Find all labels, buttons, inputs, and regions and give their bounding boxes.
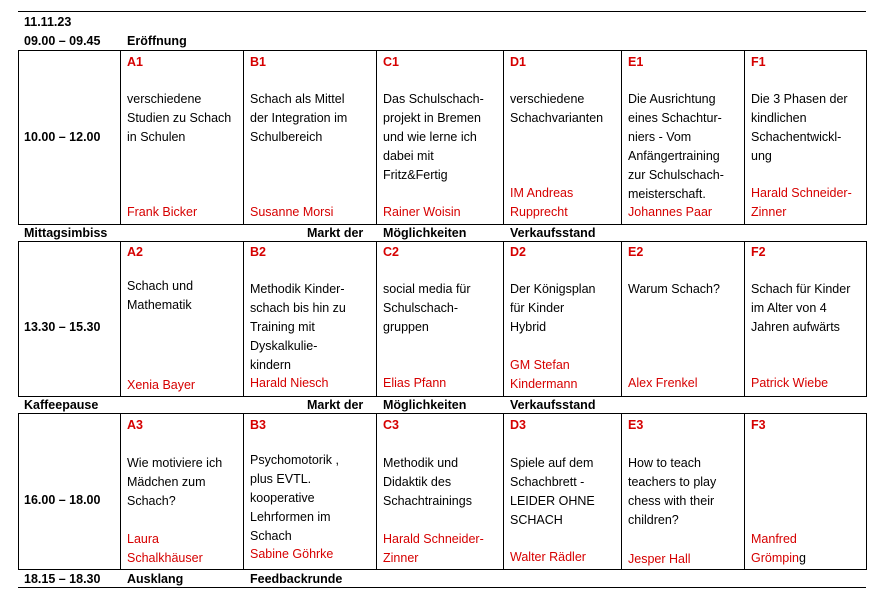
vrule <box>503 241 504 397</box>
slot-topic: How to teach teachers to play chess with their children? <box>628 456 717 527</box>
vrule <box>621 241 622 397</box>
slot-topic: social media für Schulschach- gruppen <box>383 282 471 334</box>
slot-code: C2 <box>383 245 399 259</box>
rule-session-1-bottom <box>18 224 866 225</box>
vrule <box>243 413 244 570</box>
rule-top <box>18 11 866 12</box>
vrule <box>18 50 19 225</box>
slot-speaker: Susanne Morsi <box>250 205 334 219</box>
rule-break-1-bottom <box>18 241 866 242</box>
slot-topic: Methodik Kinder- schach bis hin zu Training mit Dyskalkulie- kindern <box>250 282 346 372</box>
vrule <box>18 241 19 397</box>
session-time: 16.00 – 18.00 <box>24 493 101 507</box>
vrule <box>866 241 867 397</box>
closing-label: Ausklang <box>127 572 184 586</box>
break-label: Kaffeepause <box>24 398 99 412</box>
slot-code: F3 <box>751 418 766 432</box>
slot-speaker: Patrick Wiebe <box>751 376 829 390</box>
vrule <box>621 413 622 570</box>
opening-time: 09.00 – 09.45 <box>24 34 101 48</box>
slot-topic: Methodik und Didaktik des Schachtrainings <box>383 456 472 508</box>
vrule <box>120 241 121 397</box>
market-label: Möglichkeiten <box>383 226 467 240</box>
rule-session-3-bottom <box>18 569 866 570</box>
slot-code: A2 <box>127 245 143 259</box>
slot-speaker: GM Stefan Kindermann <box>510 358 578 391</box>
vrule <box>866 50 867 225</box>
vrule <box>503 413 504 570</box>
slot-speaker: Harald Niesch <box>250 376 329 390</box>
slot-speaker <box>751 530 806 568</box>
slot-topic: Die 3 Phasen der kindlichen Schachentwickl- ung <box>751 92 848 163</box>
market-label: Verkaufsstand <box>510 398 596 412</box>
slot-code: F2 <box>751 245 766 259</box>
slot-code: E3 <box>628 418 644 432</box>
slot-speaker-tail: g <box>798 551 806 565</box>
vrule <box>120 50 121 225</box>
rule-break-2-bottom <box>18 413 866 414</box>
slot-topic: Der Königsplan für Kinder Hybrid <box>510 282 596 334</box>
vrule <box>376 50 377 225</box>
slot-code: E2 <box>628 245 644 259</box>
slot-code: A3 <box>127 418 143 432</box>
slot-speaker: Harald Schneider- Zinner <box>751 186 852 219</box>
slot-speaker: Frank Bicker <box>127 205 198 219</box>
session-time: 13.30 – 15.30 <box>24 320 101 334</box>
feedback-label: Feedbackrunde <box>250 572 343 586</box>
slot-speaker: Alex Frenkel <box>628 376 698 390</box>
slot-topic: Schach für Kinder im Alter von 4 Jahren aufwärts <box>751 282 851 334</box>
slot-code: B1 <box>250 55 266 69</box>
slot-speaker-main: Manfred Grömpin <box>751 532 799 565</box>
vrule <box>376 413 377 570</box>
slot-speaker: Rainer Woisin <box>383 205 461 219</box>
session-time: 10.00 – 12.00 <box>24 130 101 144</box>
slot-speaker: Walter Rädler <box>510 550 586 564</box>
slot-topic: Wie motiviere ich Mädchen zum Schach? <box>127 456 223 508</box>
slot-topic: Psychomotorik , plus EVTL. kooperative Lehrformen im Schach <box>250 453 339 543</box>
vrule <box>744 241 745 397</box>
slot-topic: verschiedene Schachvarianten <box>510 92 604 125</box>
vrule <box>18 413 19 570</box>
break-label: Mittagsimbiss <box>24 226 108 240</box>
slot-code: B2 <box>250 245 266 259</box>
slot-speaker: Harald Schneider- Zinner <box>383 532 484 565</box>
closing-time: 18.15 – 18.30 <box>24 572 101 586</box>
market-label: Markt der <box>307 398 364 412</box>
slot-speaker: Johannes Paar <box>628 205 713 219</box>
slot-topic: verschiedene Studien zu Schach in Schulen <box>127 92 232 144</box>
slot-topic: Die Ausrichtung eines Schachtur- niers - Vom Anfängertraining zur Schulschach- meisterschaft. <box>628 92 724 201</box>
slot-topic: Schach als Mittel der Integration im Schulbereich <box>250 92 348 144</box>
market-label: Möglichkeiten <box>383 398 467 412</box>
slot-code: D3 <box>510 418 526 432</box>
vrule <box>744 50 745 225</box>
slot-topic: Spiele auf dem Schachbrett - LEIDER OHNE SCHACH <box>510 456 595 527</box>
slot-speaker: Jesper Hall <box>628 552 691 566</box>
rule-session-2-bottom <box>18 396 866 397</box>
slot-code: A1 <box>127 55 143 69</box>
vrule <box>866 413 867 570</box>
vrule <box>503 50 504 225</box>
slot-speaker: Laura Schalkhäuser <box>127 532 203 565</box>
slot-topic: Warum Schach? <box>628 282 720 296</box>
slot-speaker: Elias Pfann <box>383 376 447 390</box>
slot-speaker: Sabine Göhrke <box>250 547 334 561</box>
slot-speaker: IM Andreas Rupprecht <box>510 186 574 219</box>
slot-code: F1 <box>751 55 766 69</box>
slot-code: C1 <box>383 55 399 69</box>
opening-label: Eröffnung <box>127 34 187 48</box>
vrule <box>120 413 121 570</box>
vrule <box>243 50 244 225</box>
slot-code: C3 <box>383 418 399 432</box>
vrule <box>621 50 622 225</box>
date-label: 11.11.23 <box>24 15 72 29</box>
slot-topic: Das Schulschach- projekt in Bremen und wie lerne ich dabei mit Fritz&Fertig <box>383 92 484 182</box>
vrule <box>376 241 377 397</box>
market-label: Markt der <box>307 226 364 240</box>
rule-session-1-top <box>18 50 866 51</box>
vrule <box>243 241 244 397</box>
slot-code: B3 <box>250 418 266 432</box>
market-label: Verkaufsstand <box>510 226 596 240</box>
rule-bottom <box>18 587 866 588</box>
slot-code: D1 <box>510 55 526 69</box>
slot-speaker: Xenia Bayer <box>127 378 196 392</box>
slot-code: D2 <box>510 245 526 259</box>
vrule <box>744 413 745 570</box>
slot-topic: Schach und Mathematik <box>127 279 194 312</box>
slot-code: E1 <box>628 55 644 69</box>
